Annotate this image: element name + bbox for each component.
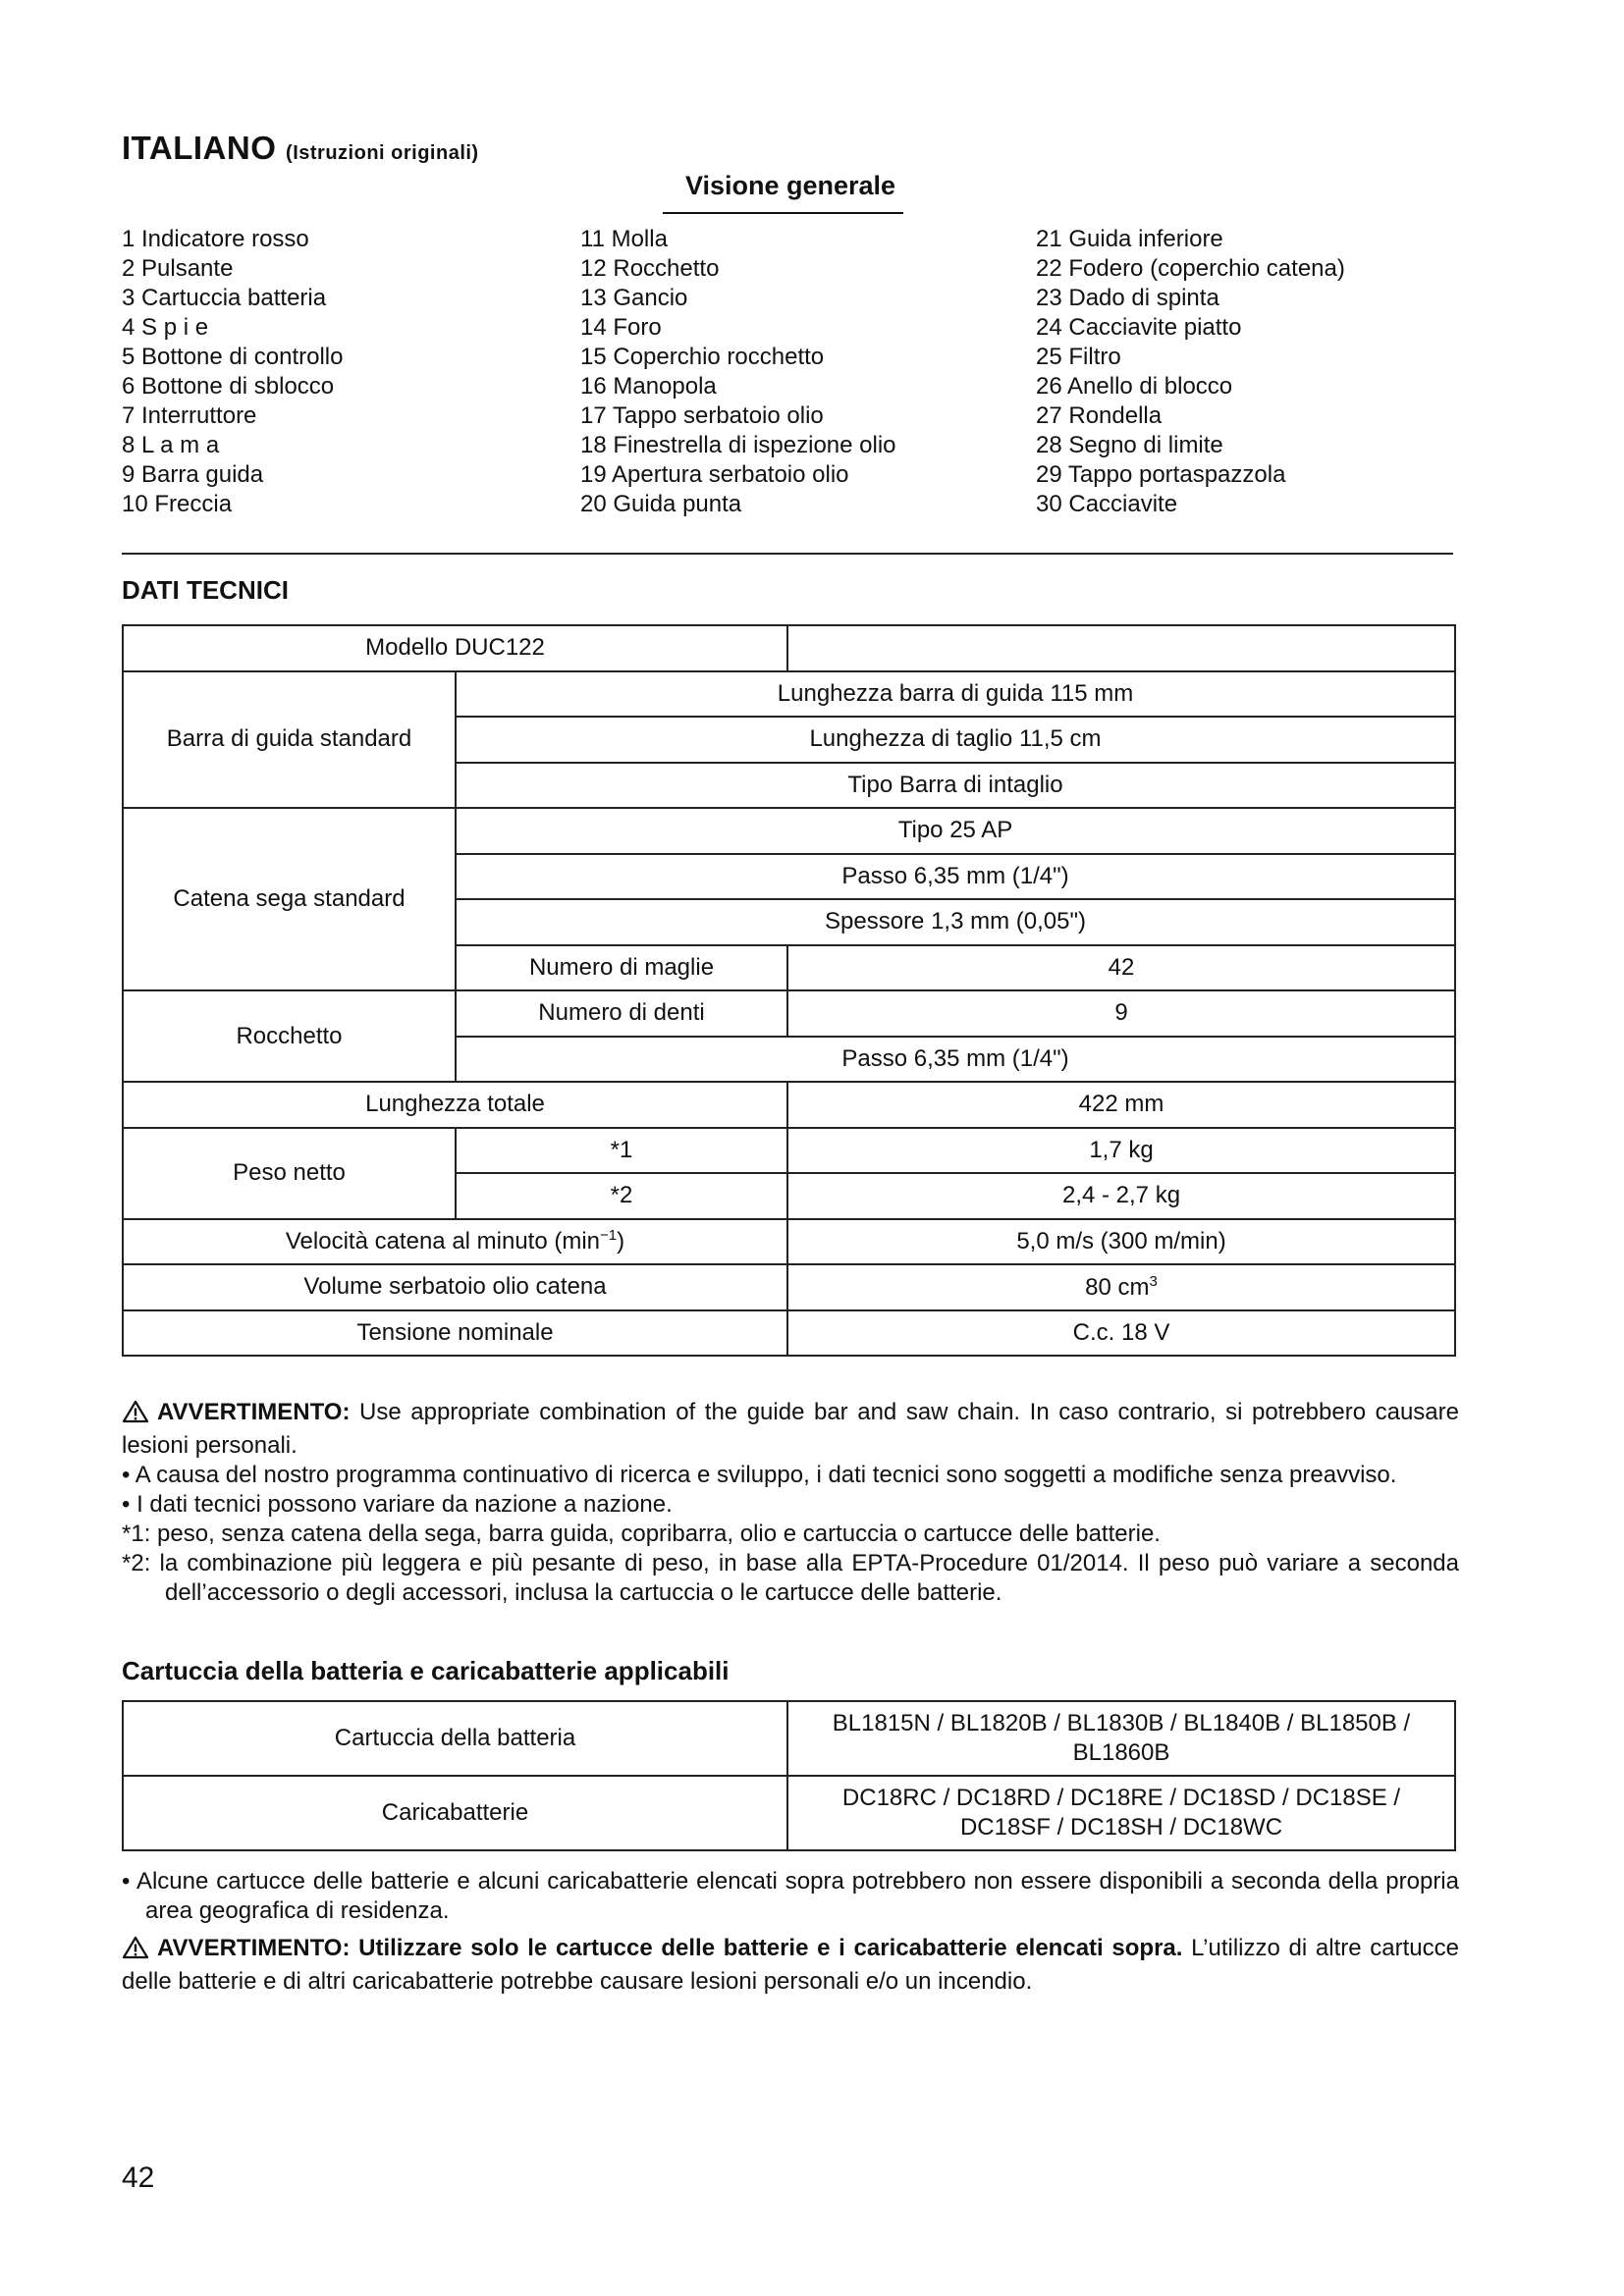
- cutting-length: Lunghezza di taglio 11,5 cm: [456, 717, 1455, 763]
- overview-item: 9 Barra guida: [122, 461, 264, 488]
- overview-item: 7 Interruttore: [122, 402, 257, 429]
- overview-item: 22 Fodero (coperchio catena): [1036, 255, 1345, 282]
- overview-item: 16 Manopola: [580, 373, 717, 400]
- overview-item: 2 Pulsante: [122, 255, 234, 282]
- chain-gauge: Spessore 1,3 mm (0,05"): [456, 899, 1455, 945]
- table-row: [123, 1701, 1455, 1776]
- warning-paragraph-2: [122, 1934, 1459, 1997]
- page-number: 42: [122, 2162, 155, 2194]
- table-row: [123, 990, 1455, 1037]
- oil-value-cell: [787, 1264, 1455, 1310]
- cartridge-label: Cartuccia della batteria: [123, 1701, 787, 1776]
- total-length-label: Lunghezza totale: [123, 1082, 787, 1128]
- oil-exponent: 3: [1149, 1272, 1158, 1290]
- chain-speed-exponent: −1: [600, 1227, 618, 1245]
- overview-item: 12 Rocchetto: [580, 255, 720, 282]
- table-row: [123, 1128, 1455, 1174]
- battery-notes: [122, 1867, 1459, 1997]
- overview-item: 6 Bottone di sblocco: [122, 373, 335, 400]
- overview-item: 26 Anello di blocco: [1036, 373, 1233, 400]
- overview-item: 11 Molla: [580, 226, 668, 252]
- cartridge-value: BL1815N / BL1820B / BL1830B / BL1840B / BL1850B / BL1860B: [787, 1701, 1455, 1776]
- warning-paragraph: [122, 1398, 1459, 1461]
- model-value: [787, 625, 1455, 671]
- availability-note: • Alcune cartucce delle batterie e alcuni caricabatterie elencati sopra potrebbero non essere disponibili a seconda della propria area geografica di residenza.: [122, 1868, 1459, 1924]
- weight1-label: *1: [456, 1128, 787, 1174]
- weight1-value: 1,7 kg: [787, 1128, 1455, 1174]
- overview-item: 10 Freccia: [122, 491, 233, 517]
- chain-speed-text: Velocità catena al minuto (min: [285, 1228, 601, 1255]
- weight2-value: 2,4 - 2,7 kg: [787, 1173, 1455, 1219]
- oil-label: Volume serbatoio olio catena: [123, 1264, 787, 1310]
- overview-item: 18 Finestrella di ispezione olio: [580, 432, 896, 458]
- battery-table: [122, 1700, 1456, 1851]
- warning-2-text: L’utilizzo di altre cartucce delle batterie e di altri caricabatterie potrebbe causare lesioni personali e/o un incendio.: [122, 1935, 1459, 1995]
- battery-section-title: Cartuccia della batteria e caricabatterie applicabili: [122, 1656, 730, 1685]
- overview-item: 20 Guida punta: [580, 491, 742, 517]
- charger-label: Caricabatterie: [123, 1776, 787, 1850]
- weight-group: Peso netto: [123, 1128, 456, 1219]
- overview-item: 17 Tappo serbatoio olio: [580, 402, 824, 429]
- warning-label: AVVERTIMENTO:: [157, 1399, 351, 1425]
- weight2-label: *2: [456, 1173, 787, 1219]
- model-label: Modello DUC122: [123, 625, 787, 671]
- drive-links-label: Numero di maglie: [456, 945, 787, 991]
- chain-speed-value: 5,0 m/s (300 m/min): [787, 1219, 1455, 1265]
- guide-bar-length: Lunghezza barra di guida 115 mm: [456, 671, 1455, 718]
- bullet-note: • I dati tecnici possono variare da nazione a nazione.: [122, 1491, 673, 1518]
- voltage-value: C.c. 18 V: [787, 1310, 1455, 1357]
- table-row: [123, 671, 1455, 718]
- overview-column-3: [1036, 225, 1345, 519]
- table-row: [123, 808, 1455, 854]
- specs-table: [122, 624, 1456, 1357]
- chain-type: Tipo 25 AP: [456, 808, 1455, 854]
- overview-item: 19 Apertura serbatoio olio: [580, 461, 849, 488]
- page-heading: [122, 130, 479, 167]
- overview-item: 3 Cartuccia batteria: [122, 285, 327, 311]
- teeth-label: Numero di denti: [456, 990, 787, 1037]
- table-row: [123, 1082, 1455, 1128]
- table-row: [123, 1264, 1455, 1310]
- drive-links-value: 42: [787, 945, 1455, 991]
- sprocket-group: Rocchetto: [123, 990, 456, 1082]
- warning-text: Use appropriate combination of the guide bar and saw chain. In caso contrario, si potrebbero causare lesioni personali.: [122, 1399, 1459, 1459]
- overview-item: 14 Foro: [580, 314, 662, 341]
- specs-notes: [122, 1398, 1459, 1608]
- overview-item: 1 Indicatore rosso: [122, 226, 309, 252]
- overview-item: 23 Dado di spinta: [1036, 285, 1219, 311]
- overview-item: 29 Tappo portaspazzola: [1036, 461, 1286, 488]
- overview-item: 21 Guida inferiore: [1036, 226, 1223, 252]
- bullet-note: • A causa del nostro programma continuativo di ricerca e sviluppo, i dati tecnici sono soggetti a modifiche senza preavviso.: [122, 1462, 1397, 1488]
- language-subtitle: (Istruzioni originali): [286, 142, 479, 164]
- overview-underline: [663, 212, 903, 214]
- table-row: [123, 625, 1455, 671]
- total-length-value: 422 mm: [787, 1082, 1455, 1128]
- overview-column-2: [580, 225, 896, 519]
- overview-title: Visione generale: [684, 171, 896, 200]
- charger-value: DC18RC / DC18RD / DC18RE / DC18SD / DC18SE / DC18SF / DC18SH / DC18WC: [787, 1776, 1455, 1850]
- overview-item: 24 Cacciavite piatto: [1036, 314, 1242, 341]
- warning-2-bold: AVVERTIMENTO: Utilizzare solo le cartucce delle batterie e i caricabatterie elencati sopra.: [157, 1935, 1183, 1961]
- overview-column-1: [122, 225, 343, 519]
- language-title: ITALIANO: [122, 130, 277, 166]
- warning-triangle-icon: [122, 1936, 149, 1967]
- chain-pitch: Passo 6,35 mm (1/4"): [456, 854, 1455, 900]
- table-row: [123, 1776, 1455, 1850]
- specs-title: DATI TECNICI: [122, 575, 289, 605]
- overview-item: 27 Rondella: [1036, 402, 1163, 429]
- oil-value: 80 cm: [1085, 1273, 1150, 1301]
- voltage-label: Tensione nominale: [123, 1310, 787, 1357]
- section-divider: [122, 553, 1453, 555]
- footnote-2: *2: la combinazione più leggera e più pesante di peso, in base alla EPTA-Procedure 01/2014. Il peso può variare a seconda dell’accessorio o degli accessori, inclusa la cartuccia o le cartucce delle batterie.: [122, 1550, 1459, 1606]
- sprocket-pitch: Passo 6,35 mm (1/4"): [456, 1037, 1455, 1083]
- overview-item: 30 Cacciavite: [1036, 491, 1178, 517]
- overview-item: 28 Segno di limite: [1036, 432, 1223, 458]
- teeth-value: 9: [787, 990, 1455, 1037]
- overview-item: 15 Coperchio rocchetto: [580, 344, 825, 370]
- chain-speed-close: ): [617, 1228, 625, 1255]
- guide-bar-group: Barra di guida standard: [123, 671, 456, 809]
- bar-type: Tipo Barra di intaglio: [456, 763, 1455, 809]
- overview-item: 4 S p i e: [122, 314, 209, 341]
- footnote-1: *1: peso, senza catena della sega, barra guida, copribarra, olio e cartuccia o cartucce delle batterie.: [122, 1521, 1161, 1547]
- chain-group: Catena sega standard: [123, 808, 456, 990]
- warning-triangle-icon: [122, 1400, 149, 1431]
- overview-item: 8 L a m a: [122, 432, 220, 458]
- overview-item: 13 Gancio: [580, 285, 688, 311]
- overview-item: 5 Bottone di controllo: [122, 344, 344, 370]
- table-row: [123, 1310, 1455, 1357]
- table-row: [123, 1219, 1455, 1265]
- overview-item: 25 Filtro: [1036, 344, 1121, 370]
- chain-speed-label: [123, 1219, 787, 1265]
